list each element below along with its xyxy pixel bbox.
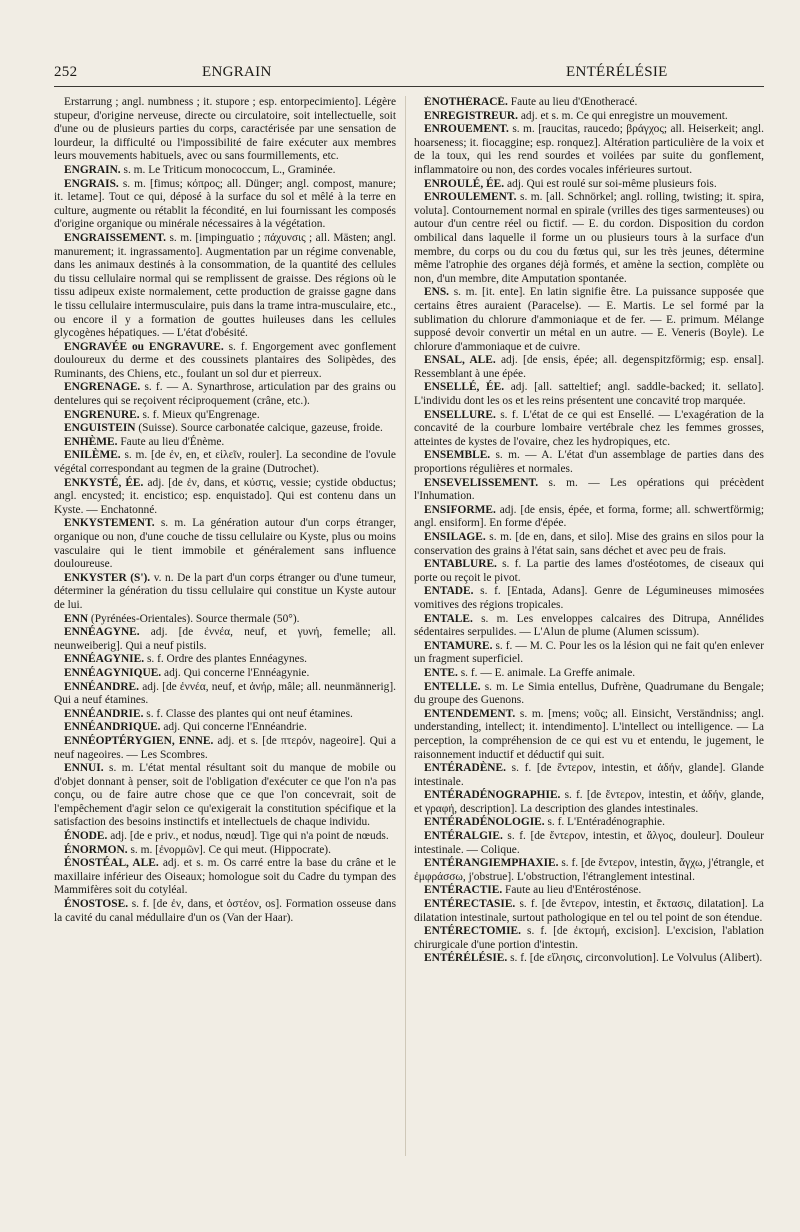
entry-headword: ENTALE. (424, 612, 473, 625)
entry-headword: ENSIFORME. (424, 503, 496, 516)
entry-definition: s. f. L'Entéradénographie. (547, 816, 665, 829)
dictionary-entry (54, 708, 396, 722)
column-divider (405, 96, 406, 1156)
entry-headword: ENTÉRÉLÉSIE. (424, 952, 508, 965)
dictionary-entry (54, 164, 396, 178)
entry-definition: s. f. [de ἐν, dans, et ὀστέον, os]. Formation osseuse dans la cavité du canal médullaire d'un os (Van der Haar). (54, 898, 396, 924)
entry-headword: ENKYSTÉ, ÉE. (64, 476, 144, 489)
entry-headword: ENNÉOPTÉRYGIEN, ENNE. (64, 734, 214, 747)
entry-definition: adj. [de ἐννέα, neuf, et ἀνήρ, mâle; all. neunmännerig]. Qui a neuf étamines. (54, 680, 396, 707)
entry-headword: ÉNORMON. (64, 843, 128, 856)
entry-definition: adj. [de ensis, épée, et forma, forme; all. schwertförmig; angl. ensiform]. En forme d'épée. (414, 503, 764, 530)
right-column (414, 96, 764, 1226)
dictionary-entry (54, 626, 396, 653)
entry-headword: ENGRAIN. (64, 163, 121, 176)
entry-definition: s. f. [Entada, Adans]. Genre de Légumineuses mimosées vomitives des régions tropicales. (414, 585, 764, 611)
entry-headword: ENTENDEMENT. (424, 707, 516, 720)
dictionary-entry (54, 409, 396, 423)
entry-headword: ENNÉAGYNE. (64, 626, 140, 639)
entry-headword: ÉNOTHÉRACÉ. (424, 96, 508, 108)
dictionary-entry (414, 830, 764, 857)
entry-definition: s. m. — A. L'état d'un assemblage de parties dans des proportions régulières et normales. (414, 449, 764, 476)
entry-definition: s. m. [raucitas, raucedo; βράγχος; all. Heiserkeit; angl. hoarseness; it. fiocaggine; esp. ronquez]. Altération particulière de la voix et de la toux, qui les rend sourdes et voilées par suite du gonflement, inflammatoire ou non, des cordes vocales inférieures surtout. (414, 123, 764, 176)
entry-headword: ENNÉANDRIQUE. (64, 721, 161, 734)
entry-definition: adj. [de ἐννέα, neuf, et γυνή, femelle; all. neunweiberig]. Qui a neuf pistils. (54, 626, 396, 652)
entry-headword: ENSILAGE. (424, 531, 486, 543)
entry-headword: ENSELLURE. (424, 408, 496, 421)
entry-definition: adj. et s. m. Ce qui enregistre un mouvement. (520, 109, 728, 122)
entry-headword: ENGRENURE. (64, 408, 140, 421)
entry-headword: ÉNODE. (64, 830, 108, 843)
entry-definition: s. f. Mieux qu'Engrenage. (142, 408, 260, 421)
entry-definition: s. m. [ἐνορμῶν]. Ce qui meut. (Hippocrate). (130, 843, 331, 856)
dictionary-entry (414, 381, 764, 408)
dictionary-entry (414, 613, 764, 640)
entry-definition: adj. Qui concerne l'Ennéandrie. (163, 721, 307, 734)
entry-definition: s. m. La génération autour d'un corps étranger, organique ou non, d'une couche de tissu cellulaire ou Kyste, plus ou moins vasculaire qui le tient immobile et généralement sans influence douloureuse. (54, 517, 396, 571)
dictionary-entry (414, 123, 764, 177)
entry-definition: s. f. [de εἴλησις, circonvolution]. Le Volvulus (Alibert). (510, 952, 763, 965)
entry-headword: ENREGISTREUR. (424, 109, 518, 122)
dictionary-entry (54, 449, 396, 476)
header-rule (54, 86, 764, 87)
entry-definition: s. f. [de ἔντερον, intestin, et ἄλγος, douleur]. Douleur intestinale. — Colique. (414, 830, 764, 856)
dictionary-entry (414, 585, 764, 612)
dictionary-entry (414, 789, 764, 816)
dictionary-entry (414, 409, 764, 450)
entry-definition: adj. [all. satteltief; angl. saddle-backed; it. sellato]. L'individu dont les os et les reins présentent une concavité trop marquée. (414, 381, 764, 408)
entry-definition: adj. et s. m. Os carré entre la base du crâne et le maxillaire inférieur des Oiseaux; homologue soit du Cadre du tympan des Mammifères soit du cotyléal. (54, 857, 396, 897)
dictionary-entry (414, 708, 764, 762)
entry-headword: ENGRAVÉE ou ENGRAVURE. (64, 340, 224, 353)
dictionary-entry (54, 667, 396, 681)
dictionary-entry (414, 898, 764, 925)
dictionary-entry (414, 925, 764, 952)
entry-definition: s. f. [de ἔντερον, intestin, et ἀδήν, glande]. Glande intestinale. (414, 762, 764, 788)
entry-headword: ENTÉRADÉNOGRAPHIE. (424, 789, 561, 802)
dictionary-entry (414, 681, 764, 708)
entry-definition: s. f. — A. Synarthrose, articulation par des grains ou dentelures qui se reçoivent réciproquement (crâne, etc.). (54, 381, 396, 408)
entry-headword: ENNÉANDRE. (64, 680, 139, 693)
dictionary-entry (414, 762, 764, 789)
entry-definition: Faute au lieu d'Énème. (120, 435, 225, 448)
entry-headword: ENKYSTEMENT. (64, 517, 155, 530)
entry-headword: ENGRENAGE. (64, 381, 141, 394)
dictionary-entry (414, 286, 764, 354)
entry-definition: adj. Qui concerne l'Ennéagynie. (164, 666, 310, 679)
entry-headword: ENTE. (424, 666, 458, 679)
entry-definition: adj. [de e priv., et nodus, nœud]. Tige qui n'a point de nœuds. (110, 830, 389, 843)
entry-definition: Faute au lieu d'Œnotheracé. (510, 96, 638, 108)
entry-definition: s. m. Le Triticum monococcum, L., Graminée. (123, 163, 336, 176)
dictionary-entry (54, 857, 396, 898)
dictionary-entry (414, 558, 764, 585)
entry-headword: ENTAMURE. (424, 639, 493, 652)
dictionary-entry (54, 721, 396, 735)
dictionary-entry (54, 232, 396, 341)
entry-definition: s. f. — E. animale. La Greffe animale. (460, 666, 636, 679)
dictionary-entry (414, 952, 764, 966)
dictionary-entry (414, 667, 764, 681)
dictionary-entry (54, 477, 396, 518)
entry-definition: s. f. [de ἔντερον, intestin, et ἔκτασις, dilatation]. La dilatation intestinale, surtout pathologique en tel ou tel point de son étendue. (414, 898, 764, 924)
entry-definition: adj. et s. [de πτερόν, nageoire]. Qui a neuf nageoires. — Les Scombres. (54, 734, 396, 761)
entry-headword: ENTABLURE. (424, 558, 497, 571)
dictionary-entry (54, 341, 396, 382)
entry-definition: v. n. De la part d'un corps étranger ou d'une tumeur, déterminer la génération du tissu cellulaire qui constitue un Kyste autour de lui. (54, 571, 396, 611)
left-column (54, 96, 396, 1226)
entry-headword: ENS. (424, 286, 450, 299)
entry-definition: s. f. [de ἔντερον, intestin, ἄγχω, j'étrangle, et ἐμφράσσω, j'obstrue]. L'obstruction, l'étranglement intestinal. (414, 857, 764, 883)
dictionary-entry (414, 884, 764, 898)
dictionary-entry (414, 191, 764, 286)
dictionary-entry (54, 96, 396, 164)
entry-headword: ENTÉRALGIE. (424, 830, 503, 843)
entry-headword: ENTELLE. (424, 680, 481, 693)
entry-headword: ENSEMBLE. (424, 449, 491, 462)
entry-headword: ENTÉRECTASIE. (424, 898, 516, 911)
entry-headword: ENNÉAGYNIE. (64, 653, 145, 666)
entry-definition: s. m. Le Simia entellus, Dufrène, Quadrumane du Bengale; du groupe des Guenons. (414, 680, 764, 707)
entry-definition: s. m. [all. Schnörkel; angl. rolling, twisting; it. spira, voluta]. Contournement normal en spirale (vrilles des tiges sarmenteuses) ou autour d'un centre réel ou fictif. — E. du cordon. Disposition du cordon ombilical dans laquelle il forme un ou plusieurs tours à la surface d'un membre, du corps ou du cou du fœtus qui, sur les très jeunes, détermine même l'atrophie des organes déjà formés, et amène la section, complète ou non, d'un membre, dite Amputation spontanée. (414, 191, 764, 285)
entry-headword: ENSAL, ALE. (424, 354, 496, 367)
entry-definition: s. m. L'état mental résultant soit du manque de mobile ou d'objet donnant à penser, soit de l'obligation d'exécuter ce que l'on n'a pas conçu, ou de faire autre chose que ce que l'on concevrait, soit de l'empêchement d'agir selon ce qu'exigerait la constitution spécifique et la satisfaction des besoins instinctifs et intellectuels de chaque individu. (54, 762, 396, 829)
dictionary-entry (54, 898, 396, 925)
entry-headword: ENGUISTEIN (64, 422, 136, 435)
entry-headword: ENGRAIS. (64, 177, 119, 190)
entry-definition: s. m. — Les opérations qui précèdent l'Inhumation. (414, 476, 764, 503)
dictionary-entry (54, 436, 396, 450)
running-header (54, 64, 764, 86)
dictionary-entry (414, 857, 764, 884)
dictionary-entry (414, 354, 764, 381)
dictionary-entry (54, 381, 396, 408)
entry-headword: ENTÉRANGIEMPHAXIE. (424, 857, 559, 870)
entry-headword: ENTADE. (424, 585, 474, 598)
entry-definition: Faute au lieu d'Entérosténose. (505, 884, 642, 897)
entry-definition: s. m. [fimus; κόπρος; all. Dünger; angl. compost, manure; it. letame]. Tout ce qui, déposé à la surface du sol et mêlé à la terre en culture, augmente ou rétablit la fécondité, en lui fournissant les composés d'origine organique ou minérale nécessaires à la végétation. (54, 177, 396, 231)
entry-definition: s. m. [de en, dans, et silo]. Mise des grains en silos pour la conservation des grains à l'état sain, sans déchet et avec peu de frais. (414, 531, 764, 557)
dictionary-entry (414, 449, 764, 476)
entry-headword: ENKYSTER (S'). (64, 571, 151, 584)
entry-headword: ENSELLÉ, ÉE. (424, 381, 505, 394)
entry-definition: s. m. [impinguatio ; πάχυνσις ; all. Mästen; angl. manurement; it. ingrassamento]. Augmentation par un régime convenable, dans les animaux destinés à la consommation, de la quantité des cellules du tissu cellulaire normal qui se remplissent de graisse. Des régions où le tissu adipeux existe normalement, cette production de graisse gagne dans le tissu cellulaire intermusculaire, puis dans la trame intra-musculaire, etc., ou encore il y a formation de gouttes huileuses dans les cellules glycogènes hépatiques. — L'état d'obésité. (54, 231, 396, 340)
entry-headword: ENHÈME. (64, 435, 118, 448)
dictionary-entry (414, 531, 764, 558)
entry-headword: ENTÉRADÉNOLOGIE. (424, 816, 545, 829)
dictionary-entry (414, 640, 764, 667)
page-number: 252 (54, 64, 78, 80)
dictionary-entry (54, 653, 396, 667)
entry-headword: ENNÉANDRIE. (64, 707, 144, 720)
entry-definition: s. m. Les enveloppes calcaires des Ditrupa, Annélides sédentaires serpulides. — L'Alun de plume (Alumen scissum). (414, 612, 764, 639)
dictionary-entry (54, 735, 396, 762)
entry-headword: ENROULÉ, ÉE. (424, 177, 505, 190)
entry-headword: ÉNOSTÉAL, ALE. (64, 857, 159, 870)
dictionary-entry (54, 422, 396, 436)
entry-definition: s. f. [de ἔντερον, intestin, et ἀδήν, glande, et γραφή, description]. La description des glandes intestinales. (414, 789, 764, 815)
entry-headword: ENTÉRADÈNE. (424, 762, 506, 775)
entry-definition: adj. [de ensis, épée; all. degenspitzförmig; esp. ensal]. Ressemblant à une épée. (414, 354, 764, 380)
entry-headword: ENNUI. (64, 762, 104, 775)
entry-definition: s. f. [de ἐκτομή, excision]. L'excision, l'ablation chirurgicale d'une portion d'intestin. (414, 925, 764, 951)
entry-headword: ENGRAISSEMENT. (64, 231, 167, 244)
dictionary-entry (54, 572, 396, 613)
entry-headword: ENROUEMENT. (424, 123, 509, 136)
dictionary-entry (414, 816, 764, 830)
entry-definition: adj. [de ἐν, dans, et κύστις, vessie; cystide obductus; angl. encysted; it. encistico; esp. enquistado]. Qui est contenu dans un Kyste. — Enchatonné. (54, 476, 396, 516)
left-running-head: ENGRAIN (202, 64, 272, 80)
right-running-head: ENTÉRÉLÉSIE (566, 64, 668, 80)
dictionary-entry (54, 681, 396, 708)
dictionary-entry (54, 178, 396, 232)
dictionary-entry (414, 110, 764, 124)
entry-definition: s. m. [de ἐν, en, et εἰλεῖν, rouler]. La secondine de l'ovule végétal correspondant au tegmen de la graine (Dutrochet). (54, 449, 396, 476)
entry-definition: s. f. Ordre des plantes Ennéagynes. (146, 653, 307, 666)
entry-headword: ÉNOSTOSE. (64, 898, 129, 911)
dictionary-entry (54, 830, 396, 844)
dictionary-entry (414, 96, 764, 110)
dictionary-entry (54, 613, 396, 627)
entry-definition: s. f. La partie des lames d'ostéotomes, de ciseaux qui porte ou reçoit le pivot. (414, 558, 764, 584)
entry-headword: ENTÉRACTIE. (424, 884, 503, 897)
entry-headword: ENROULEMENT. (424, 191, 517, 204)
entry-definition: (Pyrénées-Orientales). Source thermale (50°). (90, 612, 300, 625)
entry-definition: s. f. Classe des plantes qui ont neuf étamines. (146, 707, 353, 720)
entry-definition: s. f. Engorgement avec gonflement douloureux du derme et des coussinets plantaires des Solipèdes, des Ruminants, des Chiens, etc., foulant un sol dur et pierreux. (54, 340, 396, 380)
dictionary-entry (414, 178, 764, 192)
entry-definition: s. m. [it. ente]. En latin signifie être. La puissance supposée que certains êtres auraient (Paracelse). — E. Martis. Le sel formé par la sublimation du chlorure d'ammoniaque et de fer. — E. primum. Mélange supposé devoir convertir un métal en un autre. — E. Veneris (Boyle). Le chlorure d'ammoniaque et de cuivre. (414, 286, 764, 353)
entry-definition: s. m. [mens; νοῦς; all. Einsicht, Verständniss; angl. understanding, intellect; it. intendimento]. L'intellect ou intelligence. — La perception, la compréhension de ce qui est vu et entendu, le jugement, le raisonnement inductif et déductif qui suit. (414, 707, 764, 761)
entry-definition: s. f. L'état de ce qui est Ensellé. — L'exagération de la concavité de la courbure lombaire vertébrale chez les femmes grosses, atteintes de kystes de l'ovaire, chez les hydropiques, etc. (414, 408, 764, 448)
dictionary-entry (54, 517, 396, 571)
dictionary-entry (54, 762, 396, 830)
entry-headword: ENNÉAGYNIQUE. (64, 666, 162, 679)
entry-definition: (Suisse). Source carbonatée calcique, gazeuse, froide. (138, 422, 383, 435)
entry-headword: ENN (64, 612, 89, 625)
entry-headword: ENSEVELISSEMENT. (424, 476, 539, 489)
dictionary-entry (414, 504, 764, 531)
entry-definition: Erstarrung ; angl. numbness ; it. stupore ; esp. entorpecimiento]. Légère stupeur, d'origine nerveuse, directe ou circulatoire, soit intellectuelle, soit d'une ou de plusieurs parties du corps, caractérisée par une sensation de lourdeur, la difficulté ou l'impossibilité de faire exécuter aux membres leurs mouvements habituels, avec ou sans fourmillements, etc. (54, 96, 396, 163)
dictionary-entry (54, 844, 396, 858)
entry-headword: ENTÉRECTOMIE. (424, 925, 521, 938)
entry-headword: ENILÈME. (64, 449, 121, 462)
entry-definition: s. f. — M. C. Pour les os la lésion qui ne fait qu'en enlever un fragment superficiel. (414, 639, 764, 666)
entry-definition: adj. Qui est roulé sur soi-même plusieurs fois. (506, 177, 717, 190)
dictionary-entry (414, 477, 764, 504)
